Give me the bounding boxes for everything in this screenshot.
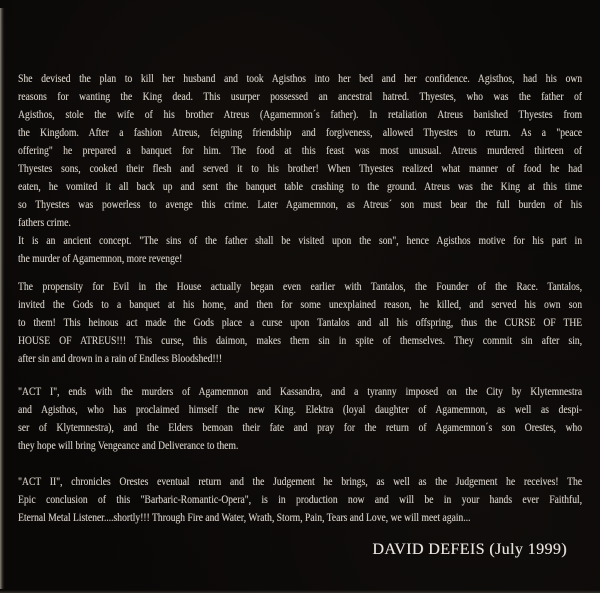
text-line: Eternal Metal Listener....shortly!!! Through Fire and Water, Wrath, Storm, Pain, Tears and Love, we will meet again...	[18, 510, 471, 524]
text-line: "ACT II", chronicles Orestes eventual return and the Judgement he brings, as well as the Judgement he receives! The	[18, 474, 582, 488]
author-signature: DAVID DEFEIS (July 1999)	[372, 541, 567, 558]
text-line: reasons for wanting the King dead. This usurper possessed an ancestral hatred. Thyestes, who was the father of	[18, 89, 582, 103]
liner-notes	[18, 69, 582, 526]
text-line: they hope will bring Vengeance and Deliverance to them.	[18, 438, 239, 452]
paragraph	[18, 69, 582, 231]
paragraph	[18, 231, 582, 267]
text-line: HOUSE OF ATREUS!!! This curse, this daimon, makes them sin in spite of themselves. They commit sin after sin,	[18, 333, 582, 347]
text-line: offering" he prepared a banquet for him. The food at this feast was most unusual. Atreus murdered thirteen of	[18, 143, 582, 157]
text-line: It is an ancient concept. "The sins of the father shall be visited upon the son", hence Agisthos motive for his part in	[18, 233, 582, 247]
text-line: so Thyestes was powerless to avenge this crime. Later Agamemnon, as Atreus´ son must bear the full burden of his	[18, 197, 582, 211]
text-line: "ACT I", ends with the murders of Agamemnon and Kassandra, and a tyranny imposed on the City by Klytemnestra	[18, 384, 582, 398]
text-line: She devised the plan to kill her husband and took Agisthos into her bed and her confidence. Agisthos, had his own	[18, 71, 582, 85]
text-line: invited the Gods to a banquet at his home, and then for some unexplained reason, he killed, and served his own son	[18, 297, 582, 311]
paragraph	[18, 472, 582, 526]
text-line: Agisthos, stole the wife of his brother Atreus (Agamemnon´s father). In retaliation Atreus banished Thyestes from	[18, 107, 582, 121]
text-line: fathers crime.	[18, 215, 71, 229]
text-line: Thyestes sons, cooked their flesh and served it to his brother! When Thyestes realized what manner of food he had	[18, 161, 582, 175]
text-line: ser of Klytemnestra), and the Elders bemoan their fate and pray for the return of Agamemnon´s son Orestes, who	[18, 420, 582, 434]
text-line: the murder of Agamemnon, more revenge!	[18, 251, 183, 265]
text-line: eaten, he vomited it all back up and sent the banquet table crashing to the ground. Atreus was the King at this time	[18, 179, 582, 193]
text-line: to them! This heinous act made the Gods place a curse upon Tantalos and all his offspring, thus the CURSE OF THE	[18, 315, 582, 329]
paragraph	[18, 382, 582, 454]
text-line: and Agisthos, who has proclaimed himself the new King. Elektra (loyal daughter of Agamemnon, as well as despi-	[18, 402, 582, 416]
page-edge-highlight	[0, 8, 5, 589]
paragraph	[18, 277, 582, 367]
text-line: Epic conclusion of this "Barbaric-Romantic-Opera", is in production now and will be in your hands ever Faithful,	[18, 492, 582, 506]
text-line: the Kingdom. After a fashion Atreus, feigning friendship and forgiveness, allowed Thyestes to return. As a "peace	[18, 125, 582, 139]
text-line: The propensity for Evil in the House actually began even earlier with Tantalos, the Founder of the Race. Tantalos,	[18, 279, 582, 293]
text-line: after sin and drown in a rain of Endless Bloodshed!!!	[18, 351, 222, 365]
